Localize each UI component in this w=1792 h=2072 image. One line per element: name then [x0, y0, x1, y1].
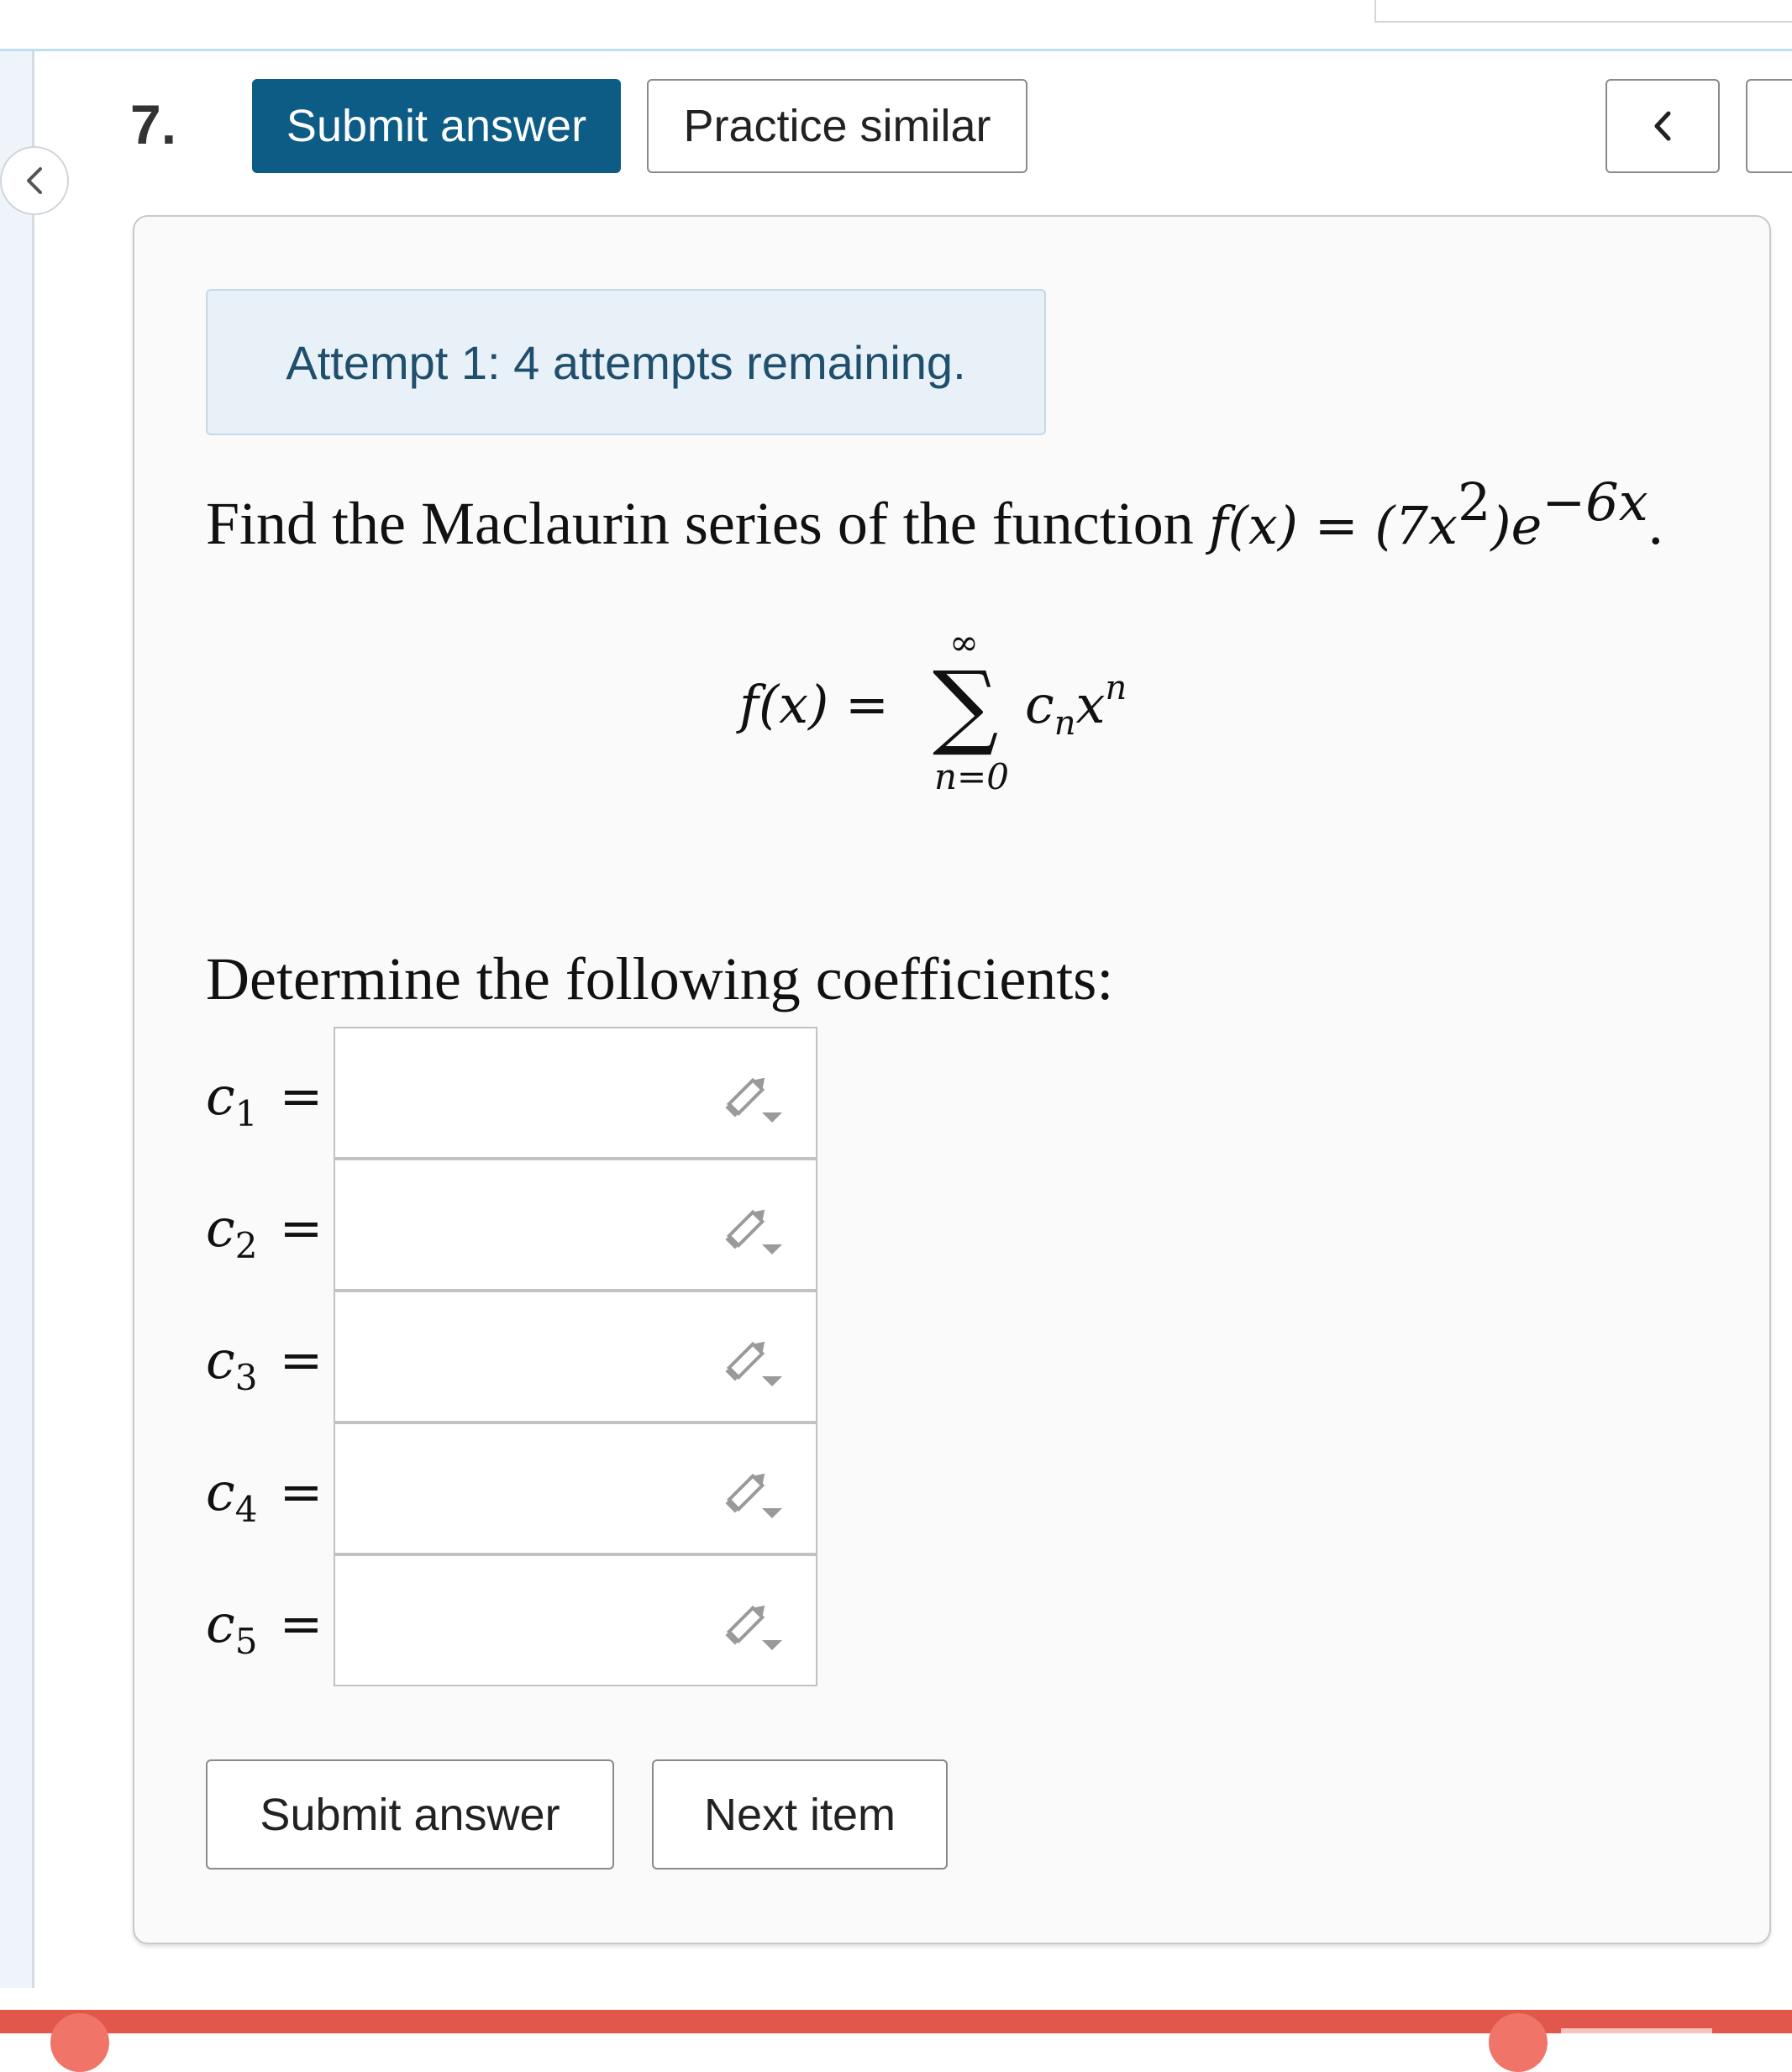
pencil-icon[interactable] — [722, 1598, 786, 1654]
taskbar-icon[interactable] — [50, 2013, 109, 2072]
coefficient-label-3: $c_3$ = — [206, 1329, 323, 1398]
chevron-left-icon — [1650, 107, 1675, 145]
coefficient-label-1: $c_1$ = — [206, 1065, 323, 1134]
function-power: 2 — [1457, 471, 1491, 533]
practice-similar-button[interactable]: Practice similar — [647, 79, 1027, 173]
function-end: . — [1647, 490, 1663, 557]
question-number: 7. — [130, 93, 177, 155]
next-item-button[interactable]: Next item — [652, 1759, 948, 1870]
submit-answer-button-top[interactable]: Submit answer — [252, 79, 621, 173]
series-term-c: c — [1025, 674, 1054, 735]
pencil-icon[interactable] — [722, 1334, 786, 1390]
left-sidebar-strip — [0, 51, 34, 1988]
problem-prompt — [206, 471, 1663, 559]
coefficient-input-1[interactable] — [334, 1027, 817, 1159]
pencil-icon[interactable] — [722, 1070, 786, 1126]
coefficient-label-4: $c_4$ = — [206, 1461, 323, 1530]
coefficient-input-3[interactable] — [334, 1291, 817, 1423]
series-upper-limit: ∞ — [949, 622, 979, 663]
prompt-text: Find the Maclaurin series of the function — [206, 490, 1209, 557]
coefficient-input-2[interactable] — [334, 1159, 817, 1291]
pencil-icon[interactable] — [722, 1202, 786, 1258]
taskbar-icon[interactable] — [1489, 2013, 1548, 2072]
sigma-symbol: ∑ — [933, 651, 999, 759]
series-term-x: x — [1075, 674, 1106, 735]
series-lhs: f(x) = — [739, 674, 889, 735]
series-term — [1025, 669, 1127, 743]
coefficient-label-2: $c_2$ = — [206, 1197, 323, 1266]
sidebar-collapse-button[interactable] — [0, 146, 69, 215]
attempt-banner: Attempt 1: 4 attempts remaining. — [206, 289, 1046, 435]
series-equation — [739, 622, 1159, 807]
function-exponent: −6x — [1542, 471, 1648, 533]
coefficient-label-5: $c_5$ = — [206, 1593, 323, 1662]
previous-question-button[interactable] — [1605, 79, 1720, 173]
series-term-sup: n — [1105, 669, 1127, 707]
pencil-icon[interactable] — [722, 1466, 786, 1522]
function-lhs: f(x) = (7x — [1208, 495, 1458, 556]
next-question-button[interactable] — [1746, 79, 1792, 173]
function-mid: )e — [1490, 495, 1542, 556]
submit-answer-button-bottom[interactable]: Submit answer — [206, 1759, 614, 1870]
coefficient-input-4[interactable] — [334, 1423, 817, 1554]
determine-heading: Determine the following coefficients: — [206, 945, 1114, 1012]
top-bar-field[interactable] — [1374, 0, 1792, 23]
chevron-left-icon — [24, 164, 45, 197]
coefficient-input-5[interactable] — [334, 1554, 817, 1686]
series-lower-limit: n=0 — [934, 756, 1009, 797]
series-term-sub: n — [1054, 704, 1076, 743]
taskbar-tab[interactable] — [1561, 2028, 1712, 2033]
